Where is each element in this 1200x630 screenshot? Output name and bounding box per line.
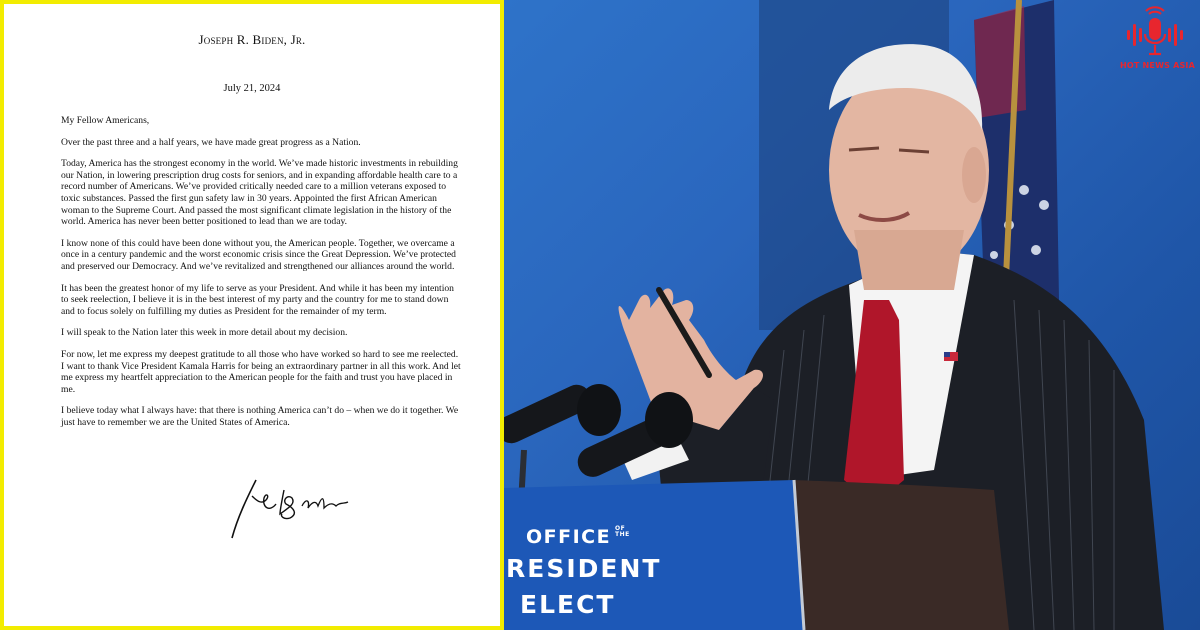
podium-of-the bbox=[615, 526, 630, 538]
letter-paragraph: Over the past three and a half years, we have made great progress as a Nation. bbox=[61, 136, 361, 148]
letter-panel bbox=[0, 0, 504, 630]
letter-paragraph: My Fellow Americans, bbox=[61, 115, 150, 126]
podium-small-the: THE bbox=[615, 531, 630, 538]
letter-paragraph: I believe today what I always have: that there is nothing America can’t do – when we do it together. We just have to remember we are the United States of America. bbox=[61, 405, 459, 428]
letter-paragraph: It has been the greatest honor of my life to serve as your President. And while it has been my intention to seek reelection, I believe it is in the best interest of my party and the country for me to stand down and to focus solely on fulfilling my duties as President for the remainder of my term. bbox=[61, 282, 454, 317]
podium-line-office: OFFICE bbox=[526, 526, 612, 548]
letter-body bbox=[61, 115, 461, 438]
letter-paragraph: For now, let me express my deepest gratitude to all those who have worked so hard to see me reelected. I want to thank Vice President Kamala Harris for being an extraordinary partner in all this work. And let me express my heartfelt appreciation to the American people for the faith and trust you have placed in me. bbox=[61, 348, 461, 395]
logo-text: HOT NEWS ASIA bbox=[1120, 61, 1195, 70]
letter-paragraph: I know none of this could have been done without you, the American people. Together, we overcame a once in a century pandemic and the worst economic crisis since the Great Depression. We’ve protected and preserved our Democracy. And we’ve revitalized and strengthened our alliances around the world. bbox=[61, 237, 456, 272]
letter-paragraph: I will speak to the Nation later this week in more detail about my decision. bbox=[61, 327, 348, 339]
speaker-photo bbox=[504, 0, 1200, 630]
microphone-wave-icon bbox=[1123, 6, 1187, 58]
podium-line-president: RESIDENT bbox=[506, 554, 662, 583]
hot-news-asia-logo bbox=[1120, 6, 1195, 70]
letterhead: Joseph R. Biden, Jr. bbox=[198, 32, 306, 47]
letter-date: July 21, 2024 bbox=[223, 83, 281, 94]
letter-paragraph: Today, America has the strongest economy in the world. We’ve made historic investments in rebuilding our Nation, in lowering prescription drug costs for seniors, and in expanding affordable health care to a record number of Americans. We’ve provided critically needed care to a million veterans exposed to toxic substances. Passed the first gun safety law in 30 years. Appointed the first African American woman to the Supreme Court. And passed the most significant climate legislation in the history of the world. America has never been better positioned to lead than we are today. bbox=[61, 158, 458, 228]
podium-small-of: OF bbox=[615, 525, 626, 532]
podium-line-elect: ELECT bbox=[520, 590, 616, 619]
podium bbox=[794, 480, 1009, 630]
handwritten-signature bbox=[226, 474, 366, 544]
